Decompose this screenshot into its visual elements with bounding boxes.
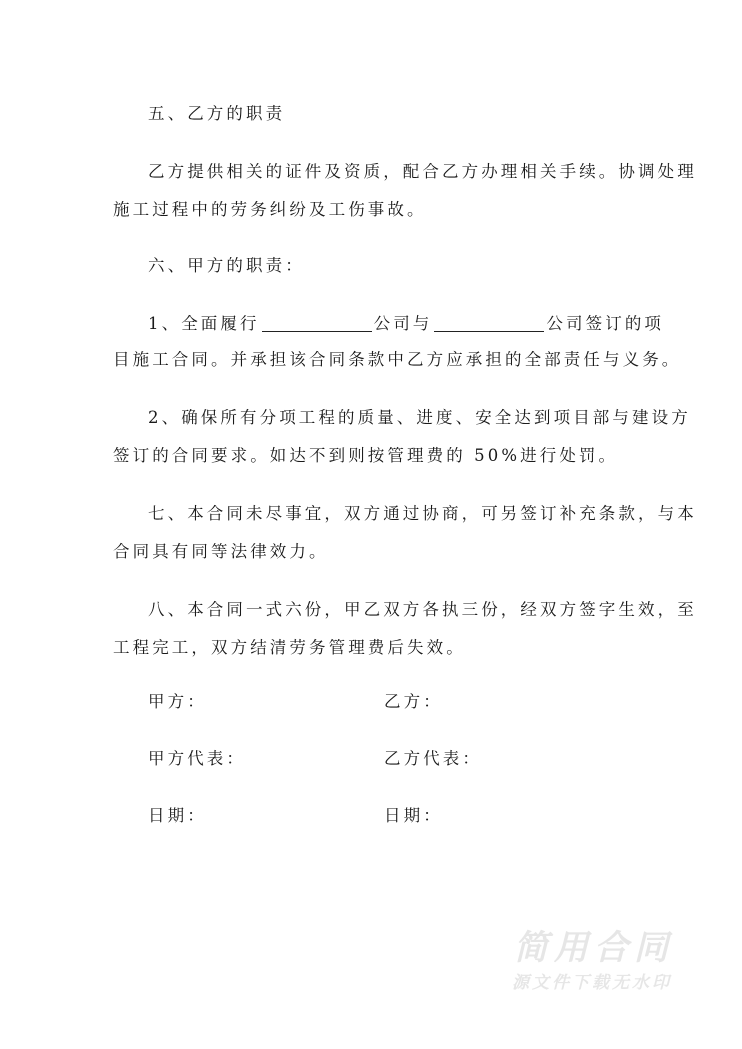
section-6-item-2-line-2: 签订的合同要求。如达不到则按管理费的 50%进行处罚。 [113,446,619,465]
date-b-label: 日期： [384,806,443,825]
item-1-text-b: 公司与 [373,314,433,333]
section-6-item-2-line-1: 2、确保所有分项工程的质量、进度、安全达到项目部与建设方 [148,408,691,427]
section-6-item-1-line-2: 目施工合同。并承担该合同条款中乙方应承担的全部责任与义务。 [113,350,682,369]
company-blank-1 [262,315,372,332]
company-blank-2 [434,315,544,332]
watermark-tagline: 源文件下载无水印 [512,973,672,993]
party-a-label: 甲方： [148,692,207,711]
section-8-line-2: 工程完工，双方结清劳务管理费后失效。 [113,638,466,657]
section-6-title: 六、甲方的职责： [148,256,305,275]
watermark-brand: 简用合同 [514,928,674,968]
item-1-text-a: 1、全面履行 [148,314,260,333]
item-1-text-c: 公司签订的项 [546,314,665,333]
party-a-rep-label: 甲方代表： [148,749,246,768]
party-b-label: 乙方： [384,692,443,711]
date-a-label: 日期： [148,806,207,825]
section-5-paragraph-line-1: 乙方提供相关的证件及资质，配合乙方办理相关手续。协调处理 [148,162,697,181]
section-5-title: 五、乙方的职责 [148,104,286,123]
section-7-line-1: 七、本合同未尽事宜，双方通过协商，可另签订补充条款，与本 [148,504,697,523]
section-5-paragraph-line-2: 施工过程中的劳务纠纷及工伤事故。 [113,200,427,219]
party-b-rep-label: 乙方代表： [384,749,482,768]
section-7-line-2: 合同具有同等法律效力。 [113,542,329,561]
section-8-line-1: 八、本合同一式六份，甲乙双方各执三份，经双方签字生效，至 [148,600,697,619]
section-6-item-1-line-1 [148,310,664,334]
